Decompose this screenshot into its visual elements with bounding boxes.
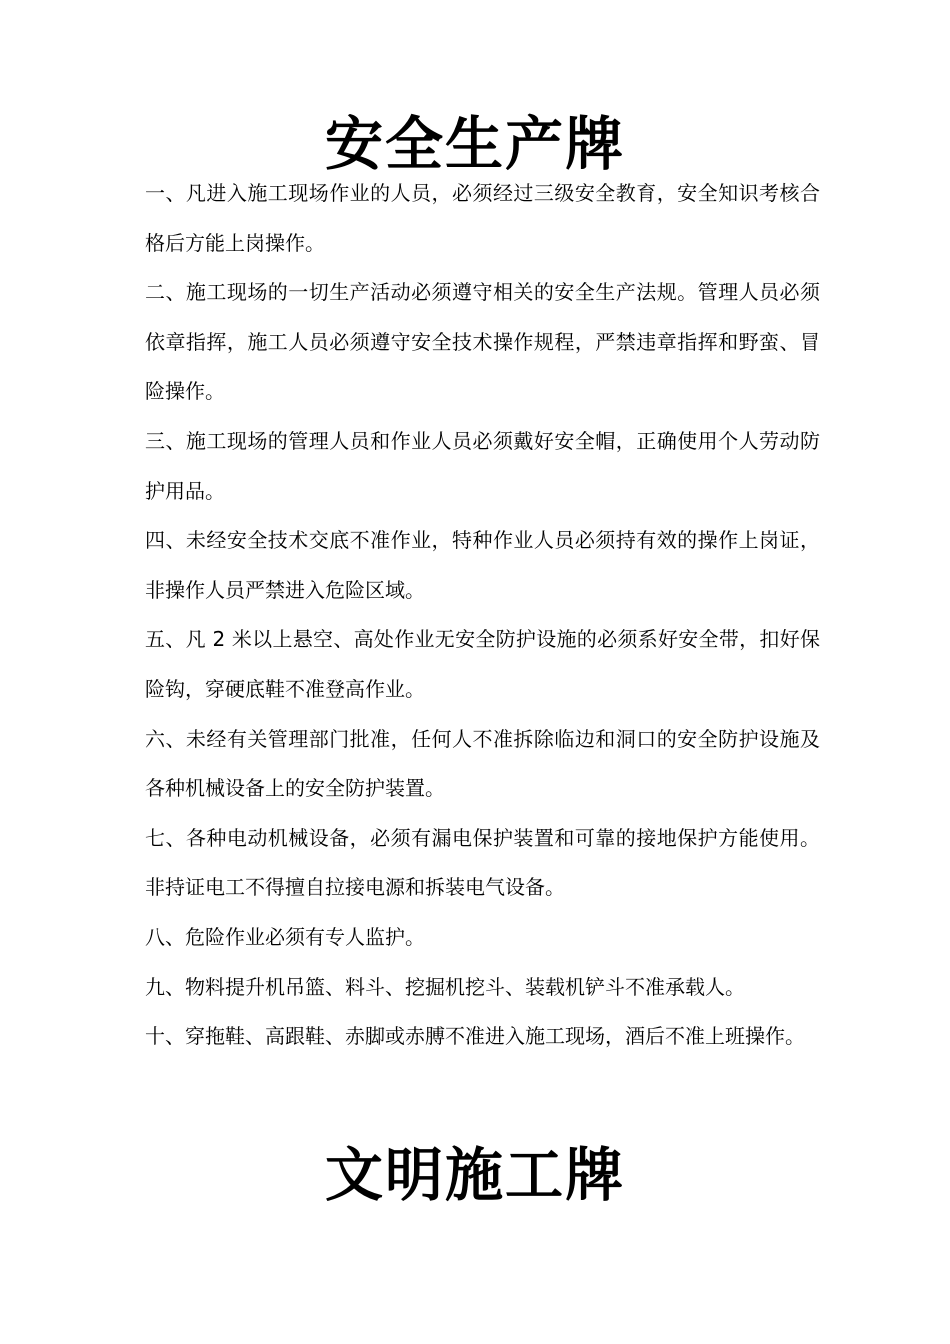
rule-item-7: 七、各种电动机械设备，必须有漏电保护装置和可靠的接地保护方能使用。非持证电工不得擅自拉接电源和拆装电气设备。 [145, 825, 820, 900]
rule-item-1: 一、凡进入施工现场作业的人员，必须经过三级安全教育，安全知识考核合格后方能上岗操作。 [145, 181, 820, 255]
rule-item-8: 八、危险作业必须有专人监护。 [145, 924, 425, 949]
page-title: 安全生产牌 [324, 109, 625, 178]
next-section-title: 文明施工牌 [324, 1141, 625, 1210]
safety-rules-list [145, 169, 820, 1062]
rule-item-10: 十、穿拖鞋、高跟鞋、赤脚或赤膊不准进入施工现场，酒后不准上班操作。 [145, 1024, 805, 1049]
rule-item-2: 二、施工现场的一切生产活动必须遵守相关的安全生产法规。管理人员必须依章指挥，施工人员必须遵守安全技术操作规程，严禁违章指挥和野蛮、冒险操作。 [145, 280, 820, 404]
rule-item-9: 九、物料提升机吊篮、料斗、挖掘机挖斗、装载机铲斗不准承载人。 [145, 974, 745, 999]
rule-item-3: 三、施工现场的管理人员和作业人员必须戴好安全帽，正确使用个人劳动防护用品。 [145, 428, 820, 503]
rule-item-4: 四、未经安全技术交底不准作业，特种作业人员必须持有效的操作上岗证，非操作人员严禁进入危险区域。 [145, 528, 820, 602]
rule-item-6: 六、未经有关管理部门批准，任何人不准拆除临边和洞口的安全防护设施及各种机械设备上的安全防护装置。 [145, 726, 820, 801]
rule-item-5: 五、凡 2 米以上悬空、高处作业无安全防护设施的必须系好安全带，扣好保险钩，穿硬底鞋不准登高作业。 [145, 627, 820, 701]
